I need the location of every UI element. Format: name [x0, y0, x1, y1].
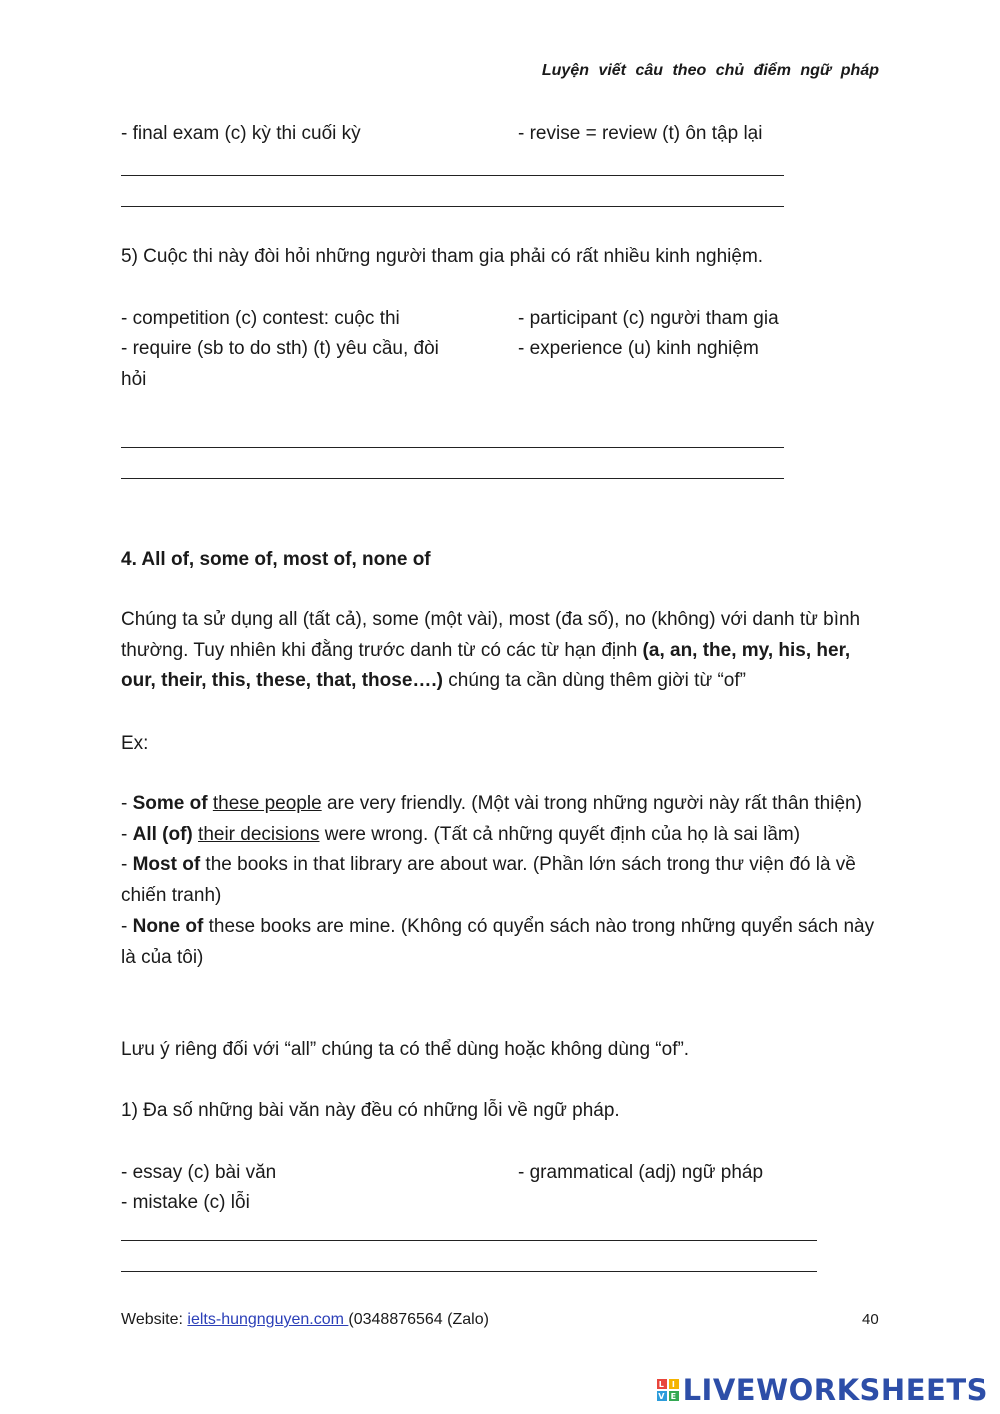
- intro-determiners: (a, an, the, my, his, her, our, their, this, these, that, those….): [121, 639, 851, 692]
- answer-line[interactable]: [121, 175, 784, 176]
- footer-label: Website:: [121, 1311, 188, 1328]
- logo-cell: I: [669, 1379, 679, 1389]
- example-keyword: Some of: [132, 793, 208, 814]
- answer-line[interactable]: [121, 206, 784, 207]
- page-number: 40: [862, 1311, 879, 1328]
- logo-grid-icon: [657, 1379, 679, 1401]
- vocab-experience: - experience (u) kinh nghiệm: [518, 338, 759, 359]
- section-4-intro: [121, 605, 881, 697]
- examples-block: [121, 789, 881, 973]
- logo-cell: L: [657, 1379, 667, 1389]
- answer-line[interactable]: [121, 1271, 817, 1272]
- intro-text-1: Chúng ta sử dụng all (tất cả), some (một vài), most (đa số), no (không) với danh từ bình thường. Tuy nhiên khi đằng trước danh từ có các từ hạn định: [121, 609, 861, 661]
- liveworksheets-logo: [657, 1373, 988, 1407]
- example-noun-phrase: their decisions: [198, 823, 320, 845]
- example-noun-phrase: these people: [212, 793, 322, 814]
- answer-line[interactable]: [121, 447, 784, 448]
- logo-cell: V: [658, 1391, 665, 1401]
- vocab-mistake: - mistake (c) lỗi: [121, 1192, 250, 1213]
- example-label: Ex:: [121, 733, 149, 754]
- logo-cell: E: [669, 1391, 679, 1401]
- example-item: - Some of these people are very friendly. (Một vài trong những người này rất thân thiện): [121, 793, 862, 814]
- example-keyword: None of: [132, 915, 204, 937]
- note-all: Lưu ý riêng đối với “all” chúng ta có thể dùng hoặc không dùng “of”.: [121, 1039, 690, 1060]
- vocab-competition: - competition (c) contest: cuộc thi: [121, 308, 400, 329]
- vocab-grammatical: - grammatical (adj) ngữ pháp: [518, 1162, 764, 1183]
- question-5-prompt: 5) Cuộc thi này đòi hỏi những người tham gia phải có rất nhiều kinh nghiệm.: [121, 246, 764, 267]
- example-keyword: All (of): [132, 823, 193, 845]
- footer-website: [121, 1311, 489, 1329]
- website-link[interactable]: ielts-hungnguyen.com: [187, 1311, 349, 1328]
- vocab-participant: - participant (c) người tham gia: [518, 308, 779, 329]
- vocab-final-exam: - final exam (c) kỳ thi cuối kỳ: [121, 123, 361, 144]
- example-item: - All (of) their decisions were wrong. (Tất cả những quyết định của họ là sai lầm): [121, 823, 801, 845]
- intro-text-2: chúng ta cần dùng thêm giời từ “of”: [443, 670, 746, 692]
- vocab-revise: - revise = review (t) ôn tập lại: [518, 123, 763, 144]
- vocab-require-cont: hỏi: [121, 369, 147, 390]
- example-keyword: Most of: [132, 854, 201, 876]
- vocab-require: - require (sb to do sth) (t) yêu cầu, đòi: [121, 338, 439, 359]
- answer-line[interactable]: [121, 478, 784, 479]
- vocab-essay: - essay (c) bài văn: [121, 1162, 277, 1183]
- page-header: Luyện viết câu theo chủ điểm ngữ pháp: [541, 62, 879, 79]
- logo-text: LIVEWORKSHEETS: [682, 1373, 988, 1407]
- footer-phone: (0348876564 (Zalo): [348, 1311, 489, 1328]
- example-item: - Most of the books in that library are about war. (Phần lớn sách trong thư viện đó là về chiến tranh): [121, 854, 856, 907]
- answer-line[interactable]: [121, 1240, 817, 1241]
- example-item: - None of these books are mine. (Không có quyển sách nào trong những quyển sách này là của tôi): [121, 915, 875, 968]
- question-1-prompt: 1) Đa số những bài văn này đều có những lỗi về ngữ pháp.: [121, 1100, 620, 1121]
- section-4-title: 4. All of, some of, most of, none of: [121, 549, 431, 570]
